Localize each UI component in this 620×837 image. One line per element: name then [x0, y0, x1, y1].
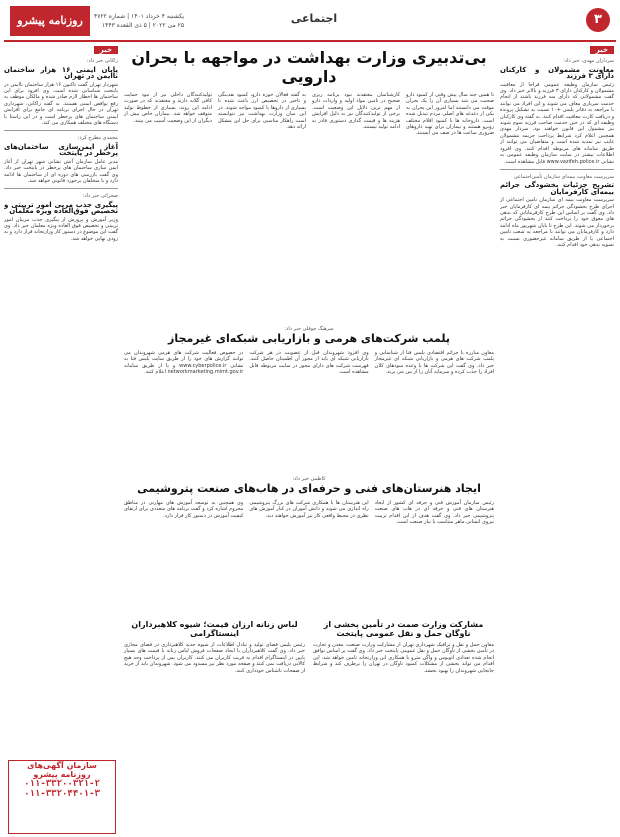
article1-col-c: به گفته فعالان حوزه دارو، کمبود نقدینگی و تاخیر در تخصیص ارز باعث شده تا بسیاری از داروها با کمبود مواجه شوند. در این میان وزارت بهداشت نیز نتوانسته است راهکار مناسبی برای حل این مشکل ارائه دهد.: [218, 92, 306, 131]
right-headline: معاونت مشمولان و کارکنان دارای ۳ فرزند: [500, 65, 614, 81]
article3-headline: ایجاد هنرستان‌های فنی و حرفه‌ای در هاب‌های صنعت پتروشیمی: [137, 482, 481, 495]
section-label-left: خبر: [94, 46, 118, 54]
page-number: ۳: [586, 8, 610, 32]
article-transport: [313, 620, 494, 830]
article2-col-c: در خصوص فعالیت شرکت های هرمی شهروندان می توانند گزارش های خود را از طریق سایت پلیس فتا به نشانی www.cyberpolice.ir و یا از طریق سامانه networkmarketing.mimt.gov.ir اعلام کنند.: [124, 350, 244, 376]
ad-title-2: روزنامه پیشرو: [33, 770, 91, 779]
article1-headline: بی‌تدبیری وزارت بهداشت در مواجهه با بحران دارویی: [131, 48, 487, 86]
article-vocational-schools: [124, 476, 494, 616]
section-title: اجتماعی: [290, 12, 338, 25]
article1-columns: [124, 92, 494, 137]
right-kicker: سرداران مهدی، خبر داد:: [563, 58, 614, 65]
page-header: [4, 4, 616, 40]
advertising-box: [8, 760, 116, 834]
article3-columns: [124, 500, 494, 526]
left-body-3: وزیر آموزش و پرورش از پیگیری جذب مربیان امور تربیتی و تخصیص فوق العاده ویژه معلمان خبر داد. وی گفت این موضوع در دستور کار وزارتخانه قرار دارد و به زودی نهایی خواهد شد.: [4, 216, 118, 242]
left-headline-3: پیگیری جذب مربی امور تربیتی و تخصیص فوق‌العاده ویژه معلمان: [4, 200, 118, 216]
right-column: [500, 46, 614, 826]
right-subhead-kicker: سرپرست معاونت بیمه‌ای سازمان تأمین‌اجتماعی: [513, 173, 614, 180]
article4-body: معاون حمل و نقل و ترافیک شهرداری تهران از مشارکت وزارت صنعت، معدن و تجارت در تامین بخشی از ناوگان حمل و نقل عمومی پایتخت خبر داد. وی گفت بر اساس توافق انجام شده تعدادی اتوبوس و واگن مترو با همکاری این وزارتخانه تامین خواهد شد. این اقدام می تواند بخشی از مشکلات کمبود ناوگان در تهران را برطرف کند و شرایط جابجایی شهروندان را بهبود بخشد.: [313, 642, 494, 674]
section-label-right: خبر: [590, 46, 614, 54]
date-line-2: ۲۵ می ۲۰۲۲ | ۵ ذی القعده ۱۴۴۳: [101, 22, 185, 29]
article3-col-b: این هنرستان ها با همکاری شرکت های بزرگ پتروشیمی راه اندازی می شوند و دانش آموزان در کنار آموزش های نظری در محیط واقعی کار نیز آموزش خواهند دید.: [249, 500, 369, 519]
article2-columns: [124, 350, 494, 376]
date-line: [94, 12, 184, 30]
left-kicker-2: محمدی مطرح کرد:: [77, 135, 118, 142]
ad-phone-2: ۰۱۱-۳۳۲۰۴۴۰۱-۳: [24, 789, 100, 799]
newspaper-logo: روزنامه پیشرو: [10, 6, 90, 36]
ad-title-1: سازمان آگهی‌های: [27, 761, 97, 770]
article-drug-crisis: [124, 48, 494, 348]
date-line-1: یکشنبه ۴ خرداد ۱۴۰۱ | شماره ۴۷۲۲: [94, 13, 185, 20]
right-body-2: سرپرست معاونت بیمه ای سازمان تامین اجتماعی از اجرای طرح بخشودگی جرائم بیمه ای کارفرمایان خبر داد. وی گفت بر اساس این طرح کارفرمایانی که بدهی های معوق خود را پرداخت کنند از بخشودگی جرائم برخوردار می شوند. این طرح تا پایان شهریور ماه ادامه دارد و کارفرمایان می توانند با مراجعه به شعب تامین اجتماعی یا از طریق سامانه غیرحضوری نسبت به تسویه بدهی خود اقدام کنند.: [500, 197, 614, 248]
lower-articles: [124, 620, 494, 830]
article1-col-a: تا همین چند سال پیش وقتی از کمبود دارو صحبت می شد بسیاری آن را یک بحران موقت می دانستند اما امروز این بحران به یکی از دغدغه های اصلی مردم تبدیل شده است. داروخانه ها با کمبود اقلام مختلف روبرو هستند و بیماران برای تهیه داروهای ضروری ساعت ها در صف می ایستند.: [406, 92, 494, 137]
left-kicker-3: صحرائی خبر داد:: [82, 193, 118, 200]
article-pyramid-companies: [124, 326, 494, 476]
article4-headline: مشارکت وزارت صمت در تأمین بخشی از ناوگان حمل و نقل عمومی پایتخت: [323, 620, 484, 638]
right-body: رئیس سازمان وظیفه عمومی فراجا از معافیت مشمولان و کارکنان دارای ۳ فرزند و بالاتر خبر داد. وی گفت مشمولانی که دارای سه فرزند باشند از انجام خدمت سربازی معاف می شوند و این افراد می توانند با مراجعه به دفاتر پلیس +۱۰ نسبت به تشکیل پرونده و دریافت کارت معافیت اقدام کنند. به گفته وی کارکنان وظیفه ای که در حین خدمت صاحب فرزند سوم شوند نیز مشمول این قانون خواهند بود. سردار مهدی همچنین اعلام کرد شرایط پرداخت جریمه مشمولان غایب نیز تمدید شده است و متقاضیان می توانند از طریق سامانه های مربوطه اقدام کنند. وی افزود اطلاعات بیشتر در سایت سازمان وظیفه عمومی به نشانی www.vazifeh.police.ir قابل مشاهده است.: [500, 81, 614, 165]
left-body-2: مدیر عامل سازمان آتش نشانی شهر تهران از آغاز ایمن سازی ساختمان های پرخطر در پایتخت خبر داد. وی گفت بازرسی های دوره ای از ساختمان ها ادامه دارد و با متخلفان برخورد قانونی خواهد شد.: [4, 158, 118, 184]
left-column: [4, 46, 118, 756]
article1-col-b: کارشناسان معتقدند نبود برنامه ریزی صحیح در تامین مواد اولیه و واردات دارو از مهم ترین دلایل این وضعیت است. برخی از تولیدکنندگان نیز به دلیل افزایش هزینه ها و قیمت گذاری دستوری قادر به ادامه تولید نیستند.: [312, 92, 400, 131]
article2-col-a: معاون مبارزه با جرائم اقتصادی پلیس فتا از شناسایی و پلمب شرکت های هرمی و بازاریابی شبکه ای غیرمجاز خبر داد. وی گفت این شرکت ها با وعده سودهای کلان افراد را جذب کرده و سرمایه آنان را از بین می برند.: [374, 350, 494, 376]
article-instagram-fraud: [124, 620, 305, 830]
article3-kicker: کاظمی خبر داد:: [292, 476, 326, 482]
left-body-1: شهردار تهران گفت تاکنون ۱۶ هزار ساختمان ناایمن در پایتخت شناسایی شده است. وی افزود برای این ساختمان ها اخطار لازم صادر شده و مالکان موظف به رفع نواقص ایمنی هستند. به گفته زاکانی، شهرداری تهران در حال اجرای برنامه ای جامع برای افزایش ایمنی ساختمان های پرخطر است و در این راستا با دستگاه های مختلف همکاری می کند.: [4, 81, 118, 127]
left-headline-2: آغاز ایمن‌سازی ساختمان‌های پرخطر در پایتخت: [4, 142, 118, 158]
header-rule: [4, 40, 616, 42]
article5-body: رئیس پلیس فضای تولید و تبادل اطلاعات از شیوه جدید کلاهبرداری در فضای مجازی خبر داد. وی گفت کلاهبرداران با ایجاد صفحات فروش لباس زنانه با قیمت های بسیار پایین در اینستاگرام اقدام به فریب کاربران می کنند. کاربران پس از پرداخت وجه هیچ کالایی دریافت نمی کنند و صفحه مورد نظر نیز مسدود می شود. شهروندان باید از خرید از صفحات ناشناس خودداری کنند.: [124, 642, 305, 674]
divider: [4, 130, 118, 131]
divider: [500, 169, 614, 170]
article2-col-b: وی افزود شهروندان قبل از عضویت در هر شرکت بازاریابی شبکه ای باید از مجوز آن اطمینان حاصل کنند. فهرست شرکت های دارای مجوز در سایت مربوطه قابل مشاهده است.: [249, 350, 369, 376]
article3-col-a: رئیس سازمان آموزش فنی و حرفه ای کشور از ایجاد هنرستان های فنی و حرفه ای در هاب های صنعت پتروشیمی خبر داد. وی گفت هدف از این اقدام تربیت نیروی انسانی ماهر متناسب با نیاز صنعت است.: [374, 500, 494, 526]
ad-phone-1: ۰۱۱-۳۳۲۰۰۳۲۱-۲: [24, 779, 100, 789]
article2-headline: پلمب شرکت‌های هرمی و بازاریابی شبکه‌ای غیرمجاز: [168, 332, 450, 345]
right-subhead: تشریح جزئیات بخشودگی جرائم بیمه‌ای کارفرمایان: [500, 181, 614, 196]
left-kicker-1: زاکانی خبر داد:: [86, 58, 118, 65]
left-headline-1: پایان ایمنی ۱۶ هزار ساختمان ناایمن در تهران: [4, 65, 118, 81]
article3-col-c: وی همچنین به توسعه آموزش های مهارتی در مناطق محروم اشاره کرد و گفت برنامه های متعددی برای ارتقای کیفیت آموزش در دستور کار قرار دارد.: [124, 500, 244, 519]
article2-kicker: سرهنگ چوقلی خبر داد:: [284, 326, 334, 332]
article5-headline: لباس زنانه ارزان قیمت؛ شیوه کلاهبرداران اینستاگرامی: [131, 620, 298, 638]
article1-col-d: تولیدکنندگان داخلی نیز از نبود حمایت کافی گلایه دارند و معتقدند که در صورت ادامه این روند، بسیاری از خطوط تولید متوقف خواهد شد. بیماران خاص بیش از دیگران از این وضعیت آسیب می بینند.: [124, 92, 212, 124]
divider: [4, 188, 118, 189]
